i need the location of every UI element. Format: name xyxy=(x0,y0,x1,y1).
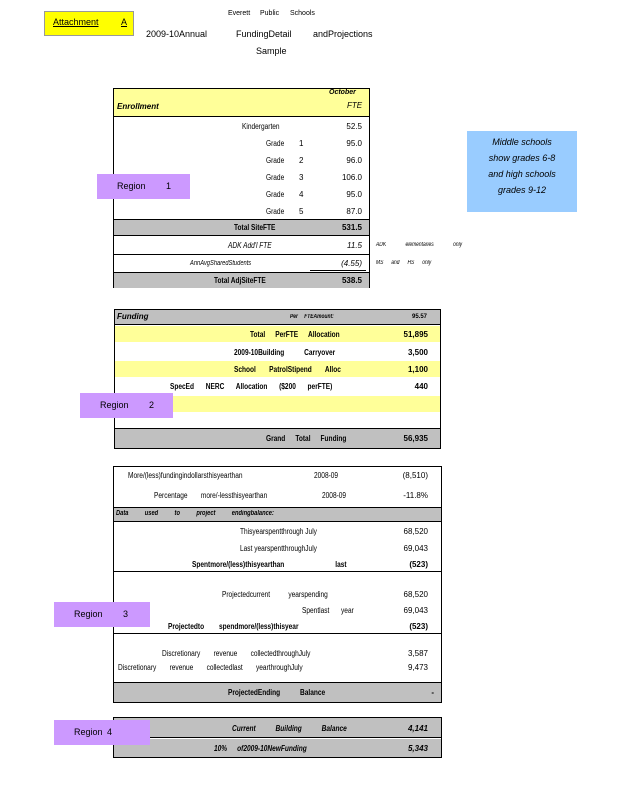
pct-label: Percentage more/-lessthisyearthan xyxy=(154,491,268,500)
title-part-2: FundingDetail xyxy=(236,29,292,39)
ending-balance-label: ProjectedEnding Balance xyxy=(228,688,326,697)
funding-per-fte-label: Per FTEAmount: xyxy=(290,314,334,320)
enrollment-col-header-2: FTE xyxy=(347,101,363,110)
attachment-label xyxy=(44,11,134,36)
region-3-text: Region 3 xyxy=(74,609,129,619)
enrollment-shared-underline xyxy=(310,270,366,271)
enrollment-header-label: Enrollment xyxy=(117,102,159,111)
enrollment-row-num: 3 xyxy=(299,173,304,182)
attachment-text: Attachment xyxy=(53,17,99,27)
funding-row-value: 3,500 xyxy=(407,348,428,357)
region-4-label xyxy=(54,720,150,745)
enrollment-total-label: Total SiteFTE xyxy=(234,223,276,232)
attachment-letter: A xyxy=(121,17,128,27)
spent-more-rule xyxy=(114,571,441,572)
funding-row-label: SpecEd NERC Allocation ($200 perFTE) xyxy=(170,382,333,391)
disc-collected-label: Discretionary revenue collectedthroughJuly xyxy=(162,649,311,658)
last-year-spent-value: 69,043 xyxy=(403,544,428,553)
enrollment-row-num: 1 xyxy=(299,139,304,148)
enrollment-row-value: 95.0 xyxy=(346,139,362,148)
enrollment-adj-value: 538.5 xyxy=(341,276,362,285)
spent-more-label: Spentmore/(less)thisyearthan last xyxy=(192,560,347,569)
region-2-label xyxy=(80,393,173,418)
enrollment-total-value: 531.5 xyxy=(341,223,362,232)
spent-last-value: 69,043 xyxy=(403,606,428,615)
note-line-3: and high schools xyxy=(488,169,556,179)
enrollment-row-value: 87.0 xyxy=(346,207,362,216)
note-box xyxy=(467,131,577,212)
enrollment-row-value: 52.5 xyxy=(346,122,362,131)
funding-row-label: School PatrolStipend Alloc xyxy=(234,365,341,374)
enrollment-shared-label: AnnAvgSharedStudents xyxy=(190,260,252,267)
org-word-1: Everett xyxy=(228,10,251,17)
ending-balance-value: - xyxy=(431,688,434,697)
spent-last-label: Spentlast year xyxy=(302,606,354,615)
subtitle: Sample xyxy=(256,46,287,56)
org-word-3: Schools xyxy=(290,10,315,17)
note-line-4: grades 9-12 xyxy=(497,185,547,195)
disc-last-label: Discretionary revenue collectedlast yearthroughJuly xyxy=(118,663,303,672)
last-year-spent-label: Last yearspentthroughJuly xyxy=(240,544,317,553)
proj-to-rule xyxy=(114,633,441,634)
enrollment-row-label: Grade xyxy=(266,207,285,216)
this-year-spent-label: Thisyearspentthrough July xyxy=(240,527,317,536)
region-2-text: Region 2 xyxy=(100,400,155,410)
enrollment-row-label: Kindergarten xyxy=(242,122,280,131)
enrollment-row-label: Grade xyxy=(266,173,285,182)
enrollment-row-value: 95.0 xyxy=(346,190,362,199)
proj-to-label: Projectedto spendmore/(less)thisyear xyxy=(168,622,299,631)
enrollment-row-num: 5 xyxy=(299,207,304,216)
note-line-1: Middle schools xyxy=(492,137,552,147)
enrollment-row-value: 96.0 xyxy=(346,156,362,165)
enrollment-col-header-1: October xyxy=(329,89,356,96)
more-less-value: (8,510) xyxy=(402,471,428,480)
enrollment-adj-label: Total AdjSiteFTE xyxy=(214,276,266,285)
disc-collected-value: 3,587 xyxy=(407,649,428,658)
proj-current-label: Projectedcurrent yearspending xyxy=(222,590,328,599)
title-part-1: 2009-10Annual xyxy=(146,29,208,39)
enrollment-divider xyxy=(114,254,369,255)
proj-to-value: (523) xyxy=(409,622,428,631)
region-3-label xyxy=(54,602,150,627)
pct-year: 2008-09 xyxy=(322,491,347,500)
enrollment-adk-label: ADK Add'l FTE xyxy=(228,241,272,250)
balance-ten-pct-label: 10% of2009-10NewFunding xyxy=(214,744,307,753)
note-line-2: show grades 6-8 xyxy=(488,153,556,163)
funding-row-label: 2009-10Building Carryover xyxy=(234,348,336,357)
enrollment-row-label: Grade xyxy=(266,190,285,199)
disc-last-value: 9,473 xyxy=(407,663,428,672)
balance-ten-pct-value: 5,343 xyxy=(407,744,428,753)
enrollment-row-num: 2 xyxy=(299,156,304,165)
org-word-2: Public xyxy=(260,10,280,17)
region-1-label xyxy=(97,174,190,199)
funding-row-value: 1,100 xyxy=(407,365,428,374)
funding-grand-value: 56,935 xyxy=(403,434,428,443)
enrollment-shared-value: (4.55) xyxy=(341,259,362,268)
balance-current-value: 4,141 xyxy=(407,724,428,733)
funding-row-label: Total PerFTE Allocation xyxy=(250,330,340,339)
enrollment-row-label: Grade xyxy=(266,156,285,165)
this-year-spent-value: 68,520 xyxy=(403,527,428,536)
enrollment-adk-note: ADK elementaries only xyxy=(376,242,463,248)
enrollment-row-label: Grade xyxy=(266,139,285,148)
enrollment-adk-value: 11.5 xyxy=(347,241,362,250)
funding-header xyxy=(115,310,440,325)
more-less-year: 2008-09 xyxy=(314,471,339,480)
region-4-text: Region 4 xyxy=(74,727,113,737)
title-part-3: andProjections xyxy=(313,29,373,39)
more-less-label: More/(less)fundingindollarsthisyearthan xyxy=(128,471,243,480)
funding-header-label: Funding xyxy=(117,312,149,321)
funding-row-value: 51,895 xyxy=(403,330,428,339)
balance-current-label: Current Building Balance xyxy=(232,724,347,733)
spent-more-value: (523) xyxy=(409,560,428,569)
region-1-text: Region 1 xyxy=(117,181,172,191)
funding-per-fte-value: 95.57 xyxy=(412,314,428,320)
data-header-label: Data used to project endingbalance: xyxy=(116,510,274,517)
enrollment-shared-note: MS and HS only xyxy=(376,260,432,266)
funding-grand-label: Grand Total Funding xyxy=(266,434,347,443)
proj-current-value: 68,520 xyxy=(403,590,428,599)
enrollment-row-num: 4 xyxy=(299,190,304,199)
enrollment-row-value: 106.0 xyxy=(341,173,362,182)
funding-row-value: 440 xyxy=(414,382,428,391)
pct-value: -11.8% xyxy=(403,491,428,500)
